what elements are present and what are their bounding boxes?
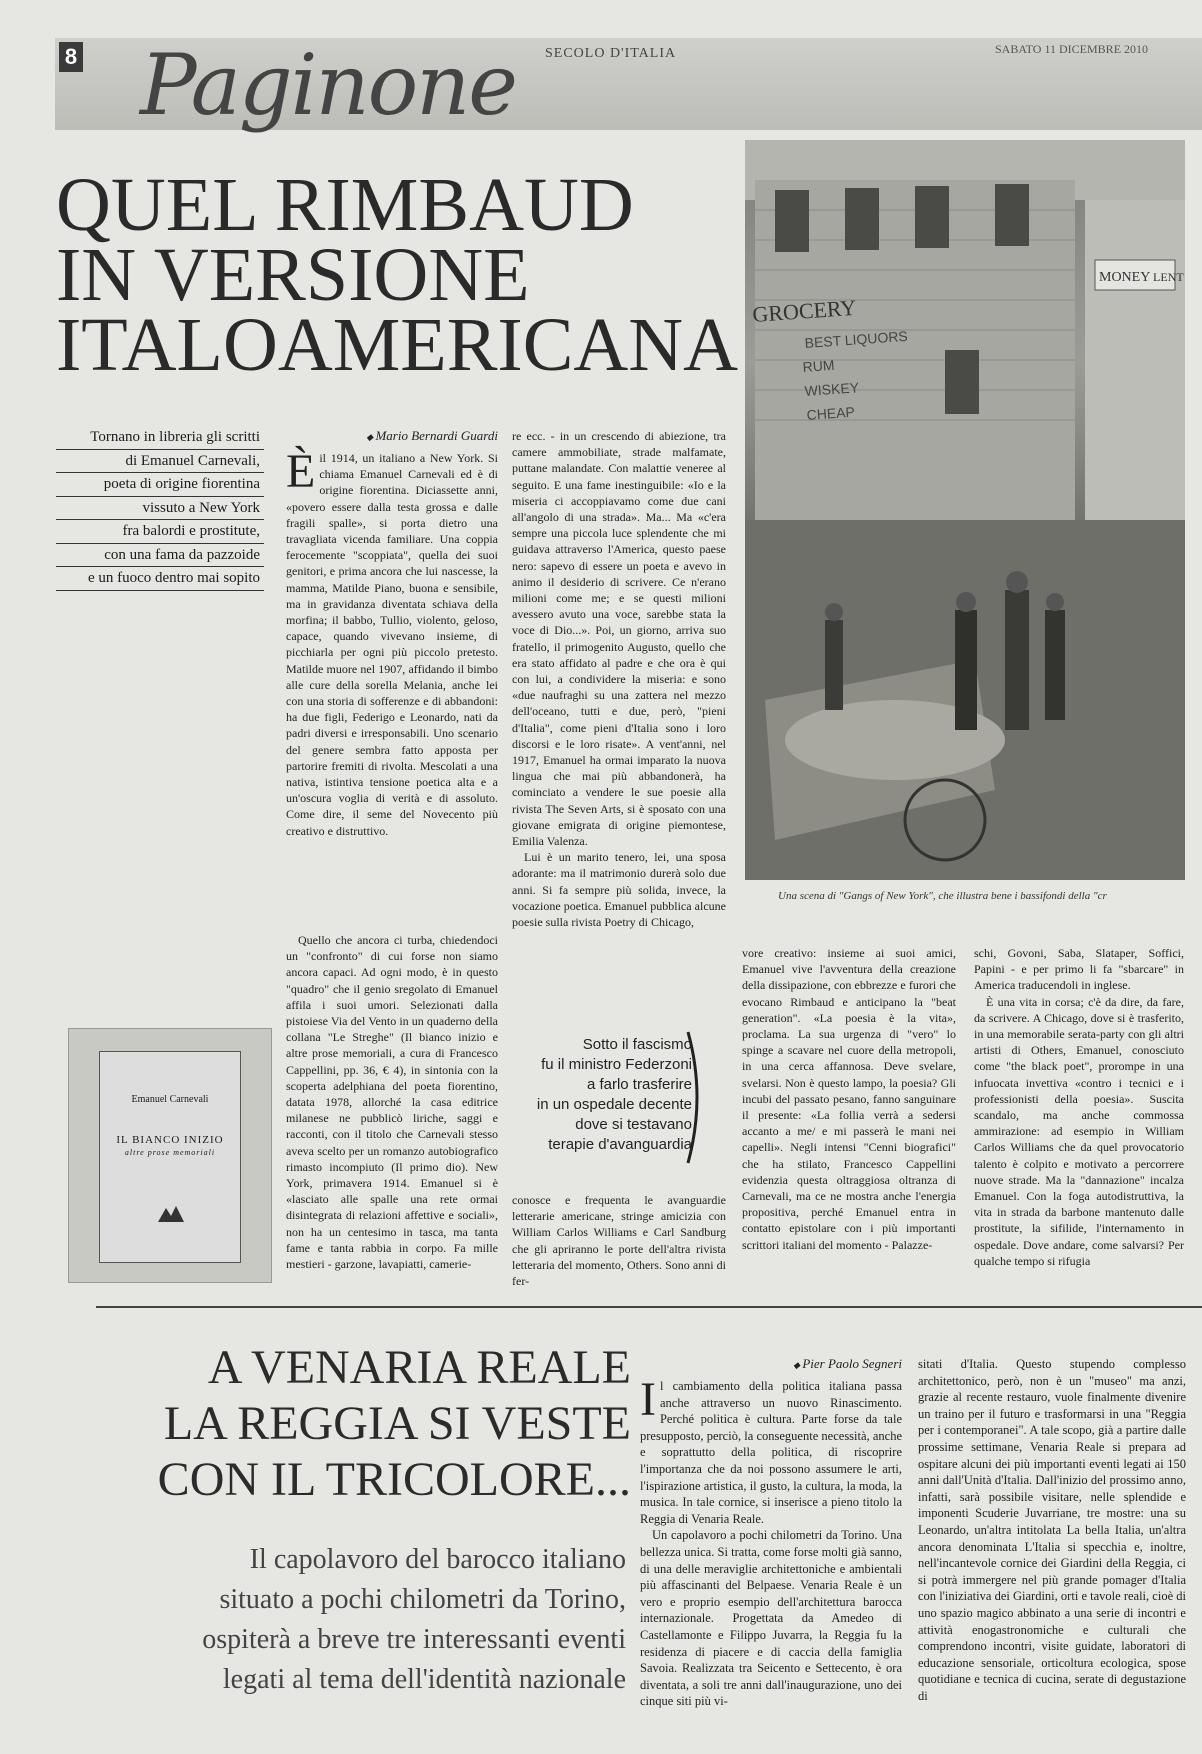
lede-line: e un fuoco dentro mai sopito [56, 567, 264, 591]
paragraph: re ecc. - in un crescendo di abiezione, tra camere ammobiliate, strade malfamate, puttane malandate. Con malattie veneree al seguito. E una fame inestinguibile: «Io e la miseria ci accoppiavamo come due cani all'angolo di una strada». Ma... Ma «c'era sempre una piccola luce splendente che mi guidava attraverso l'America, questo paese nero: sapevo di essere un poeta e avevo in animo il desiderio di scrivere. Ce n'erano milioni come me; e se questi milioni avessero avuto una voce, sarebbe stata la voce di Dio...». Poi, un giorno, arriva suo fratello, il primogenito Augusto, quello che era stato affidato al padre e che ora è qui con lui, a condividere la miseria: e sono «due naufraghi su una zattera nel mezzo dell'oceano, tutti e due, però, "pieni d'Italia", come pieni d'Italia sono i loro discorsi e le loro risate». A vent'anni, nel 1917, Emanuel ha ormai imparato la nuova lingua che mai più abbandonerà, ha cominciato a vendere le sue poesie alla rivista The Seven Arts, si è sposato con una giovane emigrata di origine piemontese, Emilia Valenza. [512, 429, 726, 849]
photo-sign: RUM [802, 356, 836, 375]
book-title: IL BIANCO INIZIO altre prose memoriali [100, 1134, 240, 1157]
paragraph: conosce e frequenta le avanguardie letterarie americane, stringe amicizia con William Carlos Williams e Carl Sandburg che gli apriranno le porte dell'altra rivista letteraria del momento, Others. Sono anni di fer- [512, 1193, 726, 1289]
photo-sign: CHEAP [806, 403, 856, 423]
photo-sign: LENT [1153, 270, 1184, 284]
paragraph: schi, Govoni, Saba, Slataper, Soffici, Papini - e per primo li fa "sbarcare" in America traducendoli in inglese. [974, 946, 1184, 993]
paragraph: il 1914, un italiano a New York. Si chiama Emanuel Carnevali ed è di origine fiorentina. Diciassette anni, «povero essere dalla testa grossa e dalle fragili spalle», si porta dietro una travagliata vicenda familiare. Una coppia ferocemente "scoppiata", quella dei suoi genitori, e prima ancora che lui nascesse, la mamma, Matilde Piano, buona e sensibile, ma in gravidanza diventata schiava della morfina; il babbo, Tullio, violento, geloso, capace, quando vivevano insieme, di picchiarla per ogni più piccolo pretesto. Matilde muore nel 1907, affidando il bimbo alle cure della sorella Melania, anche lei con una storia di sofferenze e di abbandoni: ha due figli, Federigo e Leonardo, nati da padri diversi e irresponsabili. Uno scenario del genere sembra fatto apposta per partorire fremiti di rivolta. Mescolati a una nativa, istintiva tensione poetica alta e a un'oscura voglia di verità e di assoluto. Come dire, il seme del Novecento più creativo e distruttivo. [286, 451, 498, 838]
article-column-1-cont [286, 932, 498, 1272]
headline [56, 163, 739, 387]
section-title: Paginone [140, 36, 516, 134]
headline-2 [56, 1340, 631, 1508]
book-cover [99, 1051, 241, 1263]
lede-line: con una fama da pazzoide [56, 544, 264, 568]
paragraph: sitati d'Italia. Questo stupendo complesso architettonico, però, non è un "museo" ma anzi, grazie al recente restauro, vuole finalmente divenire un traino per il futuro e trasformarsi in una "Reggia per i contemporanei". A tale scopo, già a partire dalle prossime settimane, Venaria Reale si prepara ad ospitare alcuni dei più importanti eventi legati ai 150 anni dall'Unità d'Italia. Dall'inizio del prossimo anno, infatti, sarà possibile visitare, nelle splendide e imponenti Scuderie Juvarriane, tre mostre: una su Leonardo, un'altra intitolata La bella Italia, un'altra ancora denominata L'Italia si specchia e, inoltre, nell'incantevole cornice dei Giardini della Reggia, ci si potrà immergere nel più grande pomager d'Italia con l'iniziativa dei Giardini, orti e tavole reali, cioè di uno spazio magico abbinato a una serie di incontri e attività enogastronomiche e culturali che comprendono incontri, visite guidate, laboratori di educazione sensoriale, orticoltura ecologica, spose quotidiane e tecnica di cucina, serate di degustazione di [918, 1357, 1186, 1703]
pull-quote [507, 1035, 692, 1155]
lede-line: Tornano in libreria gli scritti [56, 426, 264, 450]
photo-caption: Una scena di "Gangs of New York", che illustra bene i bassifondi della "cr [778, 890, 1107, 902]
publisher-logo-icon [158, 1202, 184, 1222]
lede-line: vissuto a New York [56, 497, 264, 521]
lede [56, 426, 264, 591]
article-column-4 [974, 945, 1184, 1269]
article-column-2 [512, 428, 726, 930]
headline-line: QUEL RIMBAUD [56, 163, 634, 247]
paragraph: È una vita in corsa; c'è da dire, da fare, da scrivere. A Chicago, dove si è trasferito, in una memorabile serata-party con gli altri artisti di Others, Emanuel, conosciuto come "the black poet", prorompe in una infuocata invettiva «contro i tecnici e i professionisti della poesia». Suscita scandalo, ma anche commossa ammirazione: ad esempio in William Carlos Williams che da quel provocatorio talento è colpito e motivato a percorrere nuove strade. Ma la "dannazione" incalza Emanuel. Con la foga autodistruttiva, la vita in strada da barbone mantenuto dalle prostitute, la sifilide, l'internamento in ospedale. Dove andare, come salvarsi? Per qualche tempo si rifugia [974, 994, 1184, 1268]
issue-date: SABATO 11 DICEMBRE 2010 [995, 42, 1149, 56]
headline-line: CON IL TRICOLORE... [157, 1453, 631, 1506]
subheadline-line: ospiterà a breve tre interessanti eventi [202, 1624, 626, 1655]
photo-sign: WISKEY [804, 379, 860, 399]
book-author: Emanuel Carnevali [131, 1094, 209, 1105]
lede-line: poeta di origine fiorentina [56, 473, 264, 497]
bottom-article-column-2 [918, 1356, 1186, 1704]
book-cover-image [68, 1028, 272, 1283]
article-photo [745, 140, 1185, 880]
drop-cap: I [640, 1373, 656, 1426]
article-column-2-bottom [512, 1192, 726, 1289]
byline: ◆ Pier Paolo Segneri [793, 1356, 902, 1371]
pull-quote-line: fu il ministro Federzoni [541, 1056, 692, 1073]
page-header [55, 36, 1202, 134]
article-column-1 [286, 428, 498, 839]
headline-line: A VENARIA REALE [207, 1341, 631, 1394]
book-subtitle: altre prose memoriali [124, 1148, 216, 1157]
page-number: 8 [59, 42, 83, 72]
paragraph: Lui è un marito tenero, lei, una sposa adorante: ma il matrimonio durerà solo due anni. Si fa sempre più solida, invece, la vocazione poetica. Emanuel pubblica alcune poesie sulla rivista Poetry di Chicago, [512, 850, 726, 930]
photo-sign: BEST LIQUORS [804, 327, 909, 351]
pull-quote-line: terapie d'avanguardia [548, 1136, 692, 1153]
section-divider [96, 1306, 1202, 1308]
street-scene-illustration [745, 140, 1185, 880]
lede-line: fra balordi e prostitute, [56, 520, 264, 544]
subheadline-line: legati al tema dell'identità nazionale [222, 1664, 626, 1695]
headline-line: LA REGGIA SI VESTE [163, 1397, 631, 1450]
headline-line: ITALOAMERICANA [56, 303, 739, 387]
pull-quote-line: Sotto il fascismo [582, 1036, 692, 1053]
byline: ◆ Mario Bernardi Guardi [366, 428, 498, 443]
lede-line: di Emanuel Carnevali, [56, 450, 264, 474]
paragraph: Quello che ancora ci turba, chiedendoci un "confronto" di cui forse non siamo ancora capaci. Ad ogni modo, è in questo "quadro" che il genio sregolato di Emanuel affila i suoi umori. Selezionati dalla pistoiese Via del Vento in un quaderno della collana "Le Streghe" (Il bianco inizio e altre prose memoriali, a cura di Francesco Cappellini, pp. 36, € 4), in sintonia con la scoperta adelphiana del poeta fiorentino, datata 1978, allorché la casa editrice milanese ne pubblicò liriche, saggi e racconti, con il titolo che Carnevali stesso aveva scelto per un romanzo autobiografico rimasto incompiuto (Il primo dio). New York, primavera 1914. Emanuel si è «lasciato alle spalle una rete ormai disintegrata di relazioni affettive e sociali», non ha un centesimo in tasca, ma tanta fame e tanta rabbia in corpo. Fa mille mestieri - garzone, lavapiatti, camerie- [286, 933, 498, 1272]
drop-cap: È [286, 445, 316, 498]
subheadline-line: Il capolavoro del barocco italiano [249, 1544, 626, 1575]
bottom-article-column-1 [640, 1356, 902, 1710]
pull-quote-bracket [684, 1030, 708, 1165]
pull-quote-line: a farlo trasferire [586, 1076, 692, 1093]
article-column-3 [742, 945, 956, 1253]
photo-sign: MONEY [1099, 270, 1151, 285]
pull-quote-line: in un ospedale decente [536, 1096, 692, 1113]
paragraph: l cambiamento della politica italiana passa anche attraverso un nuovo Rinascimento. Perché politica è cultura. Parte forse da tale presupposto, perciò, la conseguente necessità, anche e soprattutto della politica, di riscoprire l'importanza che da noi possono assumere le arti, l'ispirazione artistica, il gusto, la cultura, la moda, la musica. In tale cornice, si inserisce a pieno titolo la Reggia di Venaria Reale. [640, 1379, 902, 1526]
subheadline-line: situato a pochi chilometri da Torino, [219, 1584, 626, 1615]
paragraph: vore creativo: insieme ai suoi amici, Emanuel vive l'avventura della creazione della dissipazione, con ebbrezze e furori che evocano Rimbaud e anticipano la "beat generation". «La poesia è la vita», proclama. La sua urgenza di "vero" lo spinge a scavare nel cuore della metropoli, in una cerca affannosa. Deve svelare, svelarsi. Non è questo lampo, la poesia? Gli incubi del passato pesano, fanno sanguinare il presente: «La follia verrà a sedersi accanto a me/ e mi passerà le mani nei capelli». Negli intensi "Cenni biografici" che ha stilato, Francesco Cappellini evidenzia questa oltraggiosa oltranza di Carnevali, ma ce ne mostra anche l'energia propositiva, perché Emanuel entra in contatto epistolare con i più importanti scrittori italiani del momento - Palazze- [742, 946, 956, 1252]
paragraph: Un capolavoro a pochi chilometri da Torino. Una bellezza unica. Si tratta, come forse molti già sanno, di una delle meraviglie architettoniche e ambientali più affascinanti del Belpaese. Venaria Reale è un vero e proprio esempio dell'architettura barocca internazionale. Progettata da Amedeo di Castellamonte e Filippo Juvarra, la Reggia fu la residenza di piacere e di caccia della famiglia Savoia. Realizzata tra Seicento e Settecento, è ora diventata, a soli tre anni dall'inaugurazione, uno dei cinque siti più vi- [640, 1528, 902, 1709]
subheadline [56, 1540, 626, 1700]
masthead: SECOLO D'ITALIA [545, 46, 677, 61]
headline-line: IN VERSIONE [56, 233, 530, 317]
photo-sign: GROCERY [751, 294, 858, 327]
pull-quote-line: dove si testavano [575, 1116, 692, 1133]
